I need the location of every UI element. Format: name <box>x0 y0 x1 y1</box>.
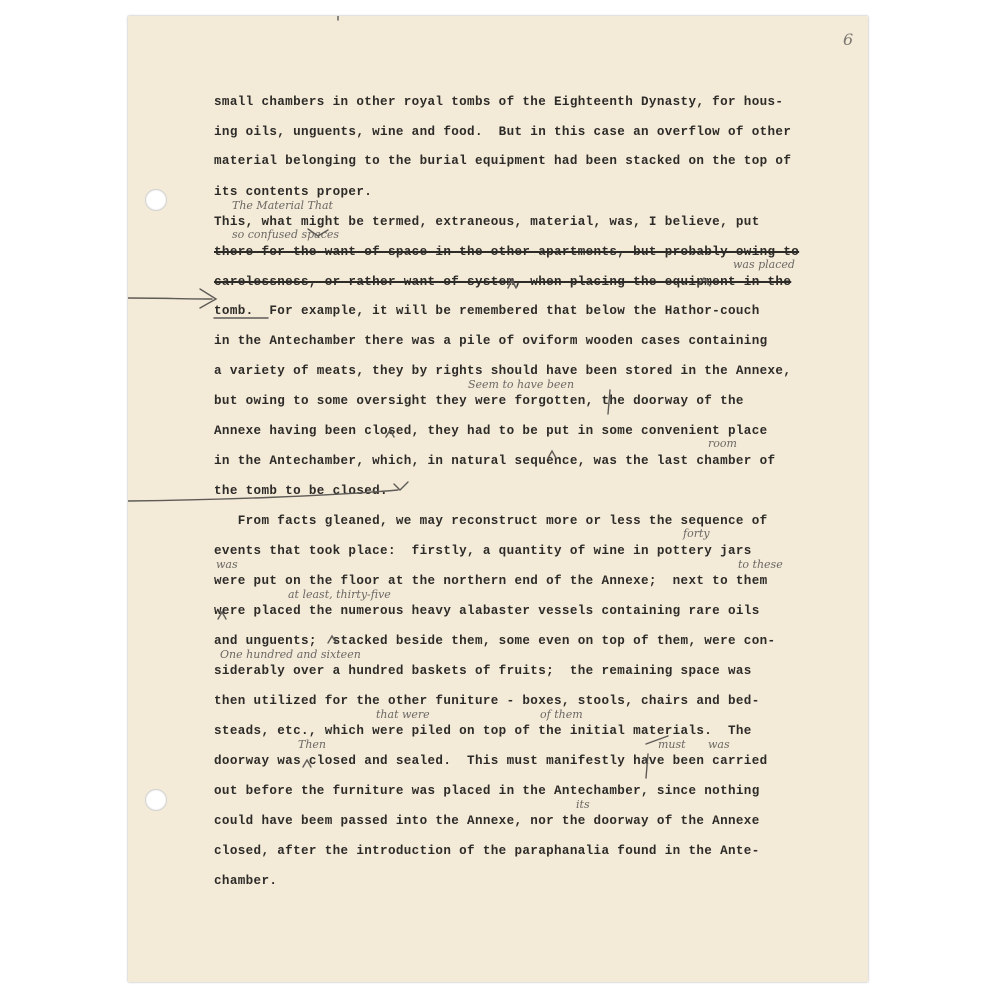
handwritten-note: of them <box>540 708 583 721</box>
struck-line: there for the want of space in the other apartments, but probably owing to <box>214 245 800 259</box>
text-line: the tomb to be closed. <box>214 484 388 498</box>
handwritten-note: room <box>708 437 737 450</box>
text-line: ing oils, unguents, wine and food. But in this case an overflow of other <box>214 125 792 139</box>
page-number: 6 <box>843 30 854 49</box>
text-line: From facts gleaned, we may reconstruct more or less the sequence of <box>214 514 768 528</box>
handwritten-note: Seem to have been <box>468 378 575 391</box>
handwritten-note: was <box>708 738 730 751</box>
handwritten-note: Then <box>298 738 327 751</box>
text-line: small chambers in other royal tombs of the Eighteenth Dynasty, for hous- <box>214 95 784 109</box>
handwritten-note: must <box>658 738 686 751</box>
text-line: tomb. For example, it will be remembered that below the Hathor-couch <box>214 304 760 318</box>
handwritten-note: One hundred and sixteen <box>220 648 361 661</box>
text-line: out before the furniture was placed in the Antechamber, since nothing <box>214 784 760 798</box>
document-page <box>128 16 868 982</box>
text-line: then utilized for the other funiture - boxes, stools, chairs and bed- <box>214 694 760 708</box>
text-line: were put on the floor at the northern end of the Annexe; next to them <box>214 574 768 588</box>
text-line: chamber. <box>214 874 278 888</box>
handwritten-note: at least, thirty-five <box>288 588 391 601</box>
text-line: material belonging to the burial equipment had been stacked on the top of <box>214 154 792 168</box>
text-line: but owing to some oversight they were forgotten, the doorway of the <box>214 394 744 408</box>
text-line: events that took place: firstly, a quantity of wine in pottery jars <box>214 544 752 558</box>
text-line: steads, etc., which were piled on top of the initial materials. The <box>214 724 752 738</box>
handwritten-note: that were <box>376 708 430 721</box>
handwritten-note: The Material That <box>232 199 333 212</box>
text-line: siderably over a hundred baskets of fruits; the remaining space was <box>214 664 752 678</box>
margin-arrow-lower <box>128 490 398 501</box>
text-line: were placed the numerous heavy alabaster vessels containing rare oils <box>214 604 760 618</box>
handwritten-note: to these <box>738 558 783 571</box>
margin-arrow-upper <box>128 298 212 299</box>
pencil-marks <box>128 16 868 982</box>
struck-line: carelessness, or rather want of system, when placing the equipment in the <box>214 275 792 289</box>
text-line: in the Antechamber, which, in natural sequence, was the last chamber of <box>214 454 776 468</box>
struck-line: This, what might be termed, extraneous, material, was, I believe, put <box>214 215 760 229</box>
text-line: Annexe having been closed, they had to be put in some convenient place <box>214 424 768 438</box>
text-line: closed, after the introduction of the paraphanalia found in the Ante- <box>214 844 760 858</box>
text-line: doorway was closed and sealed. This must manifestly have been carried <box>214 754 768 768</box>
text-line: could have beem passed into the Annexe, nor the doorway of the Annexe <box>214 814 760 828</box>
margin-arrow-lower-head <box>394 482 408 490</box>
text-line: its contents proper. <box>214 185 373 199</box>
text-line: in the Antechamber there was a pile of oviform wooden cases containing <box>214 334 768 348</box>
handwritten-note: was placed <box>733 258 795 271</box>
text-line: a variety of meats, they by rights should have been stored in the Annexe, <box>214 364 792 378</box>
handwritten-note: so confused spaces <box>232 228 340 241</box>
handwritten-note: was <box>216 558 238 571</box>
handwritten-note: its <box>576 798 590 811</box>
text-line: and unguents; stacked beside them, some even on top of them, were con- <box>214 634 776 648</box>
handwritten-note: forty <box>683 527 710 540</box>
